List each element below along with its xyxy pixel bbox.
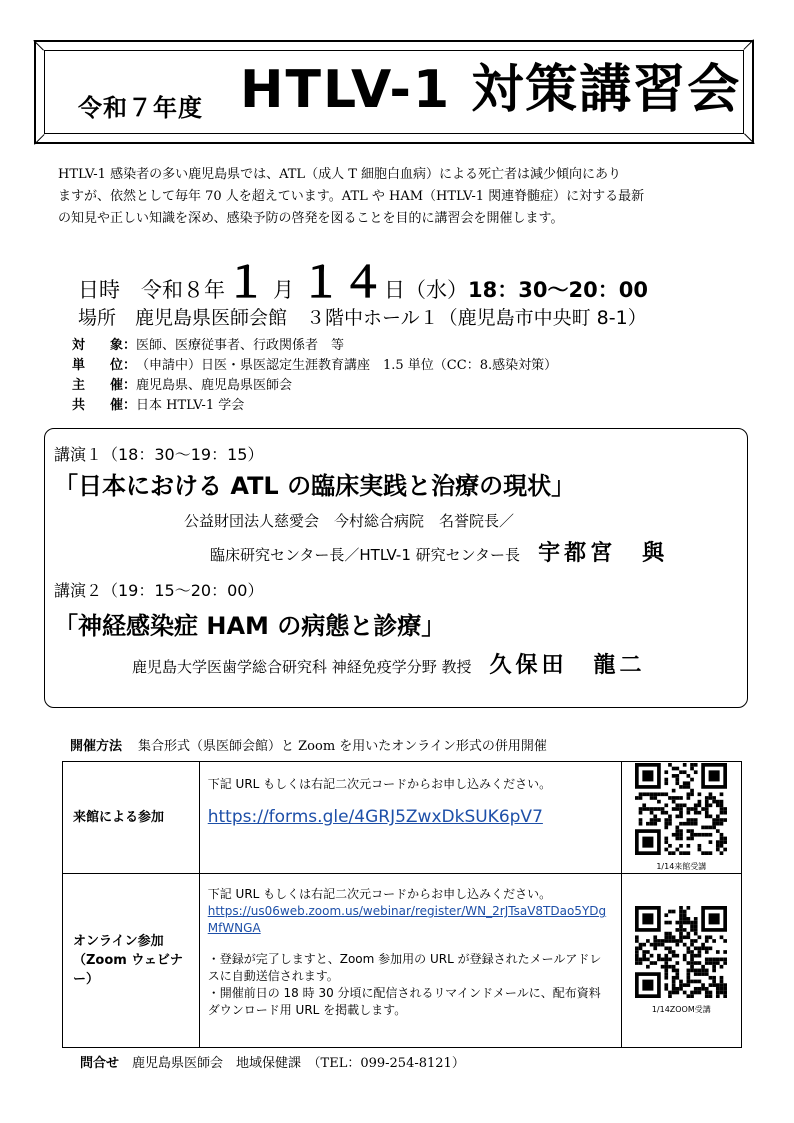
- intro-line: の知見や正しい知識を深め、感染予防の啓発を図ることを目的に講習会を開催します。: [58, 211, 564, 226]
- date-weekday: （水）: [405, 278, 469, 302]
- qr-caption: 1/14来館受講: [656, 862, 707, 871]
- title-year: 令和７年度: [78, 94, 203, 122]
- registration-note: ・開催前日の 18 時 30 分頃に配信されるリマインドメールに、配布資料ダウンロード用 URL を掲載します。: [207, 986, 601, 1017]
- lecture-1-heading: 講演１（18：30～19：15）: [54, 445, 264, 464]
- event-time: 18：30～20：00: [468, 278, 648, 302]
- page-title: HTLV-1 対策講習会: [240, 60, 742, 120]
- date-month-unit: 月: [273, 278, 295, 302]
- event-date: [78, 250, 648, 310]
- registration-link[interactable]: https://forms.gle/4GRJ5ZwxDkSUK6pV7: [207, 807, 543, 827]
- registration-link[interactable]: https://us06web.zoom.us/webinar/register/WN_2rJTsaV8TDao5YDgMfWNGA: [207, 904, 607, 935]
- qr-code-icon[interactable]: [635, 906, 727, 998]
- date-day: １４: [300, 258, 385, 307]
- registration-note: ・登録が完了しますと、Zoom 参加用の URL が登録されたメールアドレスに自動送信されます。: [207, 952, 602, 983]
- registration-label: オンライン参加 （Zoom ウェビナー）: [63, 874, 200, 1048]
- lecture-1-title: 「日本における ATL の臨床実践と治療の現状」: [54, 472, 576, 500]
- info-key: 単 位：: [72, 358, 136, 373]
- contact-label: 問合せ: [80, 1056, 120, 1071]
- info-value: 日本 HTLV-1 学会: [136, 398, 245, 413]
- lecture-1-affiliation: 公益財団法人慈愛会 今村総合病院 名誉院長／: [184, 512, 515, 530]
- info-key: 主 催：: [72, 378, 136, 393]
- info-key: 共 催：: [72, 398, 136, 413]
- qr-code-icon[interactable]: [635, 763, 727, 855]
- info-row: [72, 356, 557, 376]
- lecture-2-heading: 講演２（19：15～20：00）: [54, 581, 264, 600]
- lecture-2-speaker: 久保田 龍二: [489, 653, 646, 678]
- date-month: １: [225, 258, 268, 307]
- intro-line: ますが、依然として毎年 70 人を超えています。ATL や HAM（HTLV-1 関連脊髄症）に対する最新: [58, 189, 645, 204]
- info-value: 医師、医療従事者、行政関係者 等: [136, 338, 345, 353]
- registration-body: [199, 762, 621, 874]
- lecture-2-affiliation: 鹿児島大学医歯学総合研究科 神経免疫学分野 教授 久保田 龍二: [132, 653, 646, 678]
- info-row: [72, 336, 557, 356]
- event-venue: 場所 鹿児島県医師会館 ３階中ホール１（鹿児島市中央町 8-1）: [78, 307, 647, 329]
- registration-table: [62, 761, 742, 1048]
- info-key: 対 象：: [72, 338, 136, 353]
- intro-text: [58, 164, 744, 230]
- info-value: （申請中）日医・県医認定生涯教育講座 1.5 単位（CC：8.感染対策）: [136, 358, 558, 373]
- lecture-2-title: 「神経感染症 HAM の病態と診療」: [54, 612, 446, 640]
- contact-value: 鹿児島県医師会 地域保健課 （TEL：099-254-8121）: [132, 1056, 465, 1071]
- lecture-1-speaker: 宇都宮 與: [538, 541, 669, 566]
- event-method: [70, 735, 547, 754]
- registration-instruction: 下記 URL もしくは右記二次元コードからお申し込みください。: [207, 777, 552, 791]
- info-row: [72, 396, 557, 416]
- intro-line: HTLV-1 感染者の多い鹿児島県では、ATL（成人 T 細胞白血病）による死亡者は減少傾向にあり: [58, 167, 622, 182]
- method-value: 集合形式（県医師会館）と Zoom を用いたオンライン形式の併用開催: [138, 739, 547, 754]
- contact: [80, 1052, 465, 1071]
- info-value: 鹿児島県、鹿児島県医師会: [136, 378, 293, 393]
- qr-caption: 1/14ZOOM受講: [651, 1005, 711, 1014]
- registration-body: [199, 874, 621, 1048]
- date-day-unit: 日: [384, 278, 406, 302]
- event-info: [72, 336, 557, 416]
- date-label: 日時 令和８年: [78, 278, 225, 302]
- method-label: 開催方法: [70, 739, 123, 754]
- registration-qr[interactable]: [621, 874, 741, 1048]
- lecture-1-affiliation: 臨床研究センター長／HTLV-1 研究センター長 宇都宮 與: [210, 541, 669, 566]
- registration-qr[interactable]: [621, 762, 741, 874]
- registration-instruction: 下記 URL もしくは右記二次元コードからお申し込みください。: [207, 887, 552, 901]
- info-row: [72, 376, 557, 396]
- registration-row: [63, 874, 742, 1048]
- registration-label: 来館による参加: [63, 762, 200, 874]
- registration-row: [63, 762, 742, 874]
